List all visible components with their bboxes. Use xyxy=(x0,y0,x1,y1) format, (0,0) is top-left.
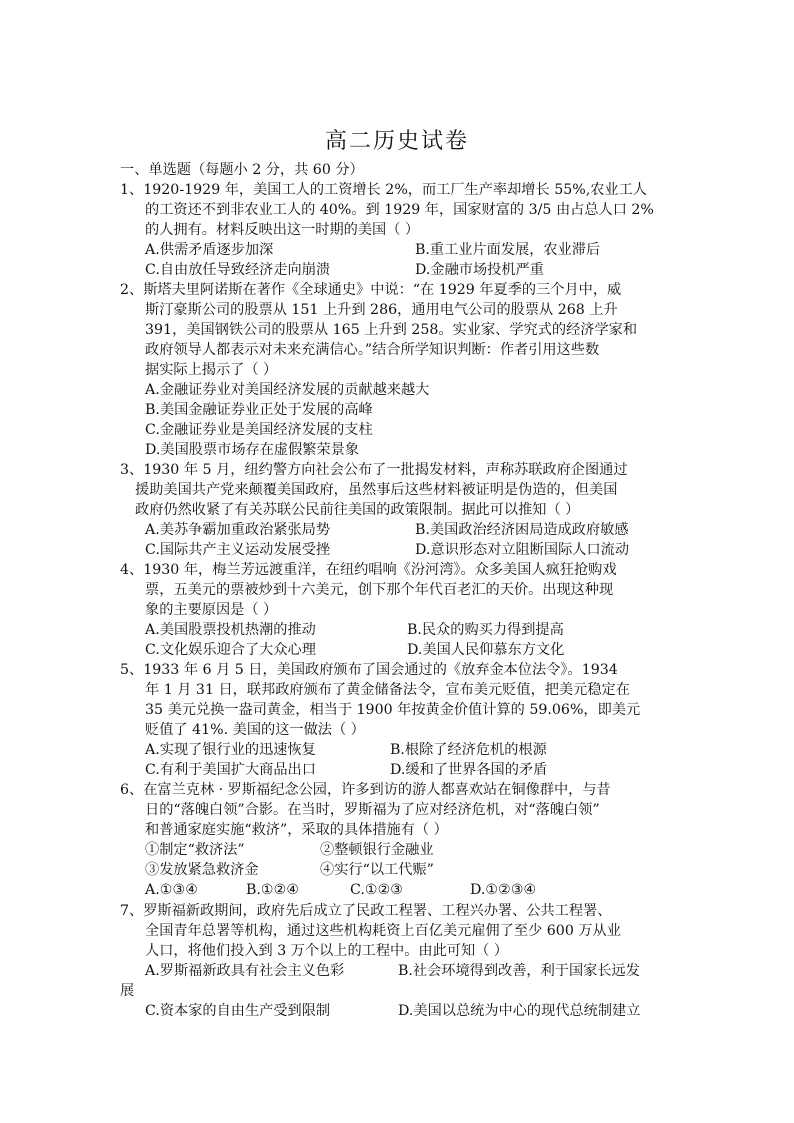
question-3-line-2: 援助美国共产党来颠覆美国政府，虽然事后这些材料被证明是伪造的，但美国 xyxy=(135,482,618,498)
option-7a: A.罗斯福新政具有社会主义色彩 xyxy=(145,963,345,979)
statement-6-2: ②整顿银行金融业 xyxy=(320,842,434,858)
option-1d: D.金融市场投机严重 xyxy=(415,262,544,278)
question-6-line-1: 6、在富兰克林 · 罗斯福纪念公园，许多到访的游人都喜欢站在铜像群中，与昔 xyxy=(120,782,611,798)
question-4-line-2: 票，五美元的票被炒到十六美元，创下那个年代百老汇的天价。出现这种现 xyxy=(145,582,614,598)
question-7-line-1: 7、罗斯福新政期间，政府先后成立了民政工程署、工程兴办署、公共工程署、 xyxy=(120,903,612,919)
option-3a: A.美苏争霸加重政治紧张局势 xyxy=(145,522,331,538)
question-4-line-1: 4、1930 年，梅兰芳远渡重洋，在纽约唱响《汾河湾》。众多美国人疯狂抢购戏 xyxy=(120,562,617,578)
statement-6-1: ①制定“救济法” xyxy=(145,842,245,858)
option-2a: A.金融证券业对美国经济发展的贡献越来越大 xyxy=(145,382,430,398)
option-5d: D.缓和了世界各国的矛盾 xyxy=(390,762,548,778)
question-4-line-3: 象的主要原因是（ ） xyxy=(145,602,278,618)
option-6d: D.①②③④ xyxy=(470,882,537,898)
option-2c: C.金融证券业是美国经济发展的支柱 xyxy=(145,422,373,438)
question-2-line-2: 斯汀豪斯公司的股票从 151 上升到 286，通用电气公司的股票从 268 上升 xyxy=(145,302,618,318)
question-1-line-1: 1、1920-1929 年，美国工人的工资增长 2%，而工厂生产率却增长 55%,农业工人 xyxy=(120,182,647,198)
question-2-line-4: 政府领导人都表示对未来充满信心。”结合所学知识判断：作者引用这些数 xyxy=(145,342,600,358)
question-1-line-2: 的工资还不到非农业工人的 40%。到 1929 年，国家财富的 3/5 由占总人口 2% xyxy=(145,202,654,218)
section-heading: 一、单选题（每题小 2 分，共 60 分） xyxy=(120,162,364,178)
option-4a: A.美国股票投机热潮的推动 xyxy=(145,622,316,638)
question-7-line-2: 全国青年总署等机构，通过这些机构耗资上百亿美元雇佣了至少 600 万从业 xyxy=(145,923,621,939)
question-5-line-4: 贬值了 41%. 美国的这一做法（ ） xyxy=(145,722,365,738)
question-6-line-2: 日的“落魄白领”合影。在当时，罗斯福为了应对经济危机，对“落魄白领” xyxy=(145,802,600,818)
option-3d: D.意识形态对立阻断国际人口流动 xyxy=(415,542,630,558)
question-1-line-3: 的人拥有。材料反映出这一时期的美国（ ） xyxy=(145,222,420,238)
option-4c: C.文化娱乐迎合了大众心理 xyxy=(145,642,316,658)
option-5c: C.有利于美国扩大商品出口 xyxy=(145,762,316,778)
option-2b: B.美国金融证券业正处于发展的高峰 xyxy=(145,402,373,418)
option-5b: B.根除了经济危机的根源 xyxy=(390,742,547,758)
option-7b: B.社会环境得到改善，利于国家长远发 xyxy=(398,963,640,979)
option-6c: C.①②③ xyxy=(350,882,404,898)
question-3-line-3: 政府仍然收紧了有关苏联公民前往美国的政策限制。据此可以推知（ ） xyxy=(135,502,580,518)
option-4b: B.民众的购买力得到提高 xyxy=(407,622,564,638)
question-5-line-3: 35 美元兑换一盎司黄金，相当于 1900 年按黄金价值计算的 59.06%，即美元 xyxy=(145,702,641,718)
option-1b: B.重工业片面发展，农业滞后 xyxy=(415,242,601,258)
option-7b-wrap: 展 xyxy=(120,983,135,999)
page-title: 高二历史试卷 xyxy=(324,129,469,154)
question-2-line-5: 据实际上揭示了（ ） xyxy=(145,362,278,378)
option-6a: A.①③④ xyxy=(145,882,198,898)
statement-6-3: ③发放紧急救济金 xyxy=(145,862,259,878)
option-3c: C.国际共产主义运动发展受挫 xyxy=(145,542,331,558)
question-6-line-3: 和普通家庭实施“救济”，采取的具体措施有（ ） xyxy=(145,822,448,838)
option-1c: C.自由放任导致经济走向崩溃 xyxy=(145,262,331,278)
option-6b: B.①②④ xyxy=(246,882,300,898)
option-7c: C.资本家的自由生产受到限制 xyxy=(145,1003,331,1019)
question-2-line-1: 2、斯塔夫里阿诺斯在著作《全球通史》中说：“在 1929 年夏季的三个月中，威 xyxy=(120,282,622,298)
question-2-line-3: 391，美国钢铁公司的股票从 165 上升到 258。实业家、学究式的经济学家和 xyxy=(145,322,638,338)
option-3b: B.美国政治经济困局造成政府敏感 xyxy=(415,522,629,538)
option-7d: D.美国以总统为中心的现代总统制建立 xyxy=(398,1003,641,1019)
option-4d: D.美国人民仰慕东方文化 xyxy=(407,642,565,658)
option-1a: A.供需矛盾逐步加深 xyxy=(145,242,274,258)
statement-6-4: ④实行“以工代赈” xyxy=(320,862,434,878)
question-5-line-1: 5、1933 年 6 月 5 日，美国政府颁布了国会通过的《放弃金本位法令》。1934 xyxy=(120,662,618,678)
option-2d: D.美国股票市场存在虚假繁荣景象 xyxy=(145,442,360,458)
question-7-line-3: 人口，将他们投入到 3 万个以上的工程中。由此可知（ ） xyxy=(145,943,509,959)
question-3-line-1: 3、1930 年 5 月，纽约警方向社会公布了一批揭发材料，声称苏联政府企图通过 xyxy=(120,462,628,478)
option-5a: A.实现了银行业的迅速恢复 xyxy=(145,742,316,758)
question-5-line-2: 年 1 月 31 日，联邦政府颁布了黄金储备法令，宣布美元贬值，把美元稳定在 xyxy=(145,682,630,698)
